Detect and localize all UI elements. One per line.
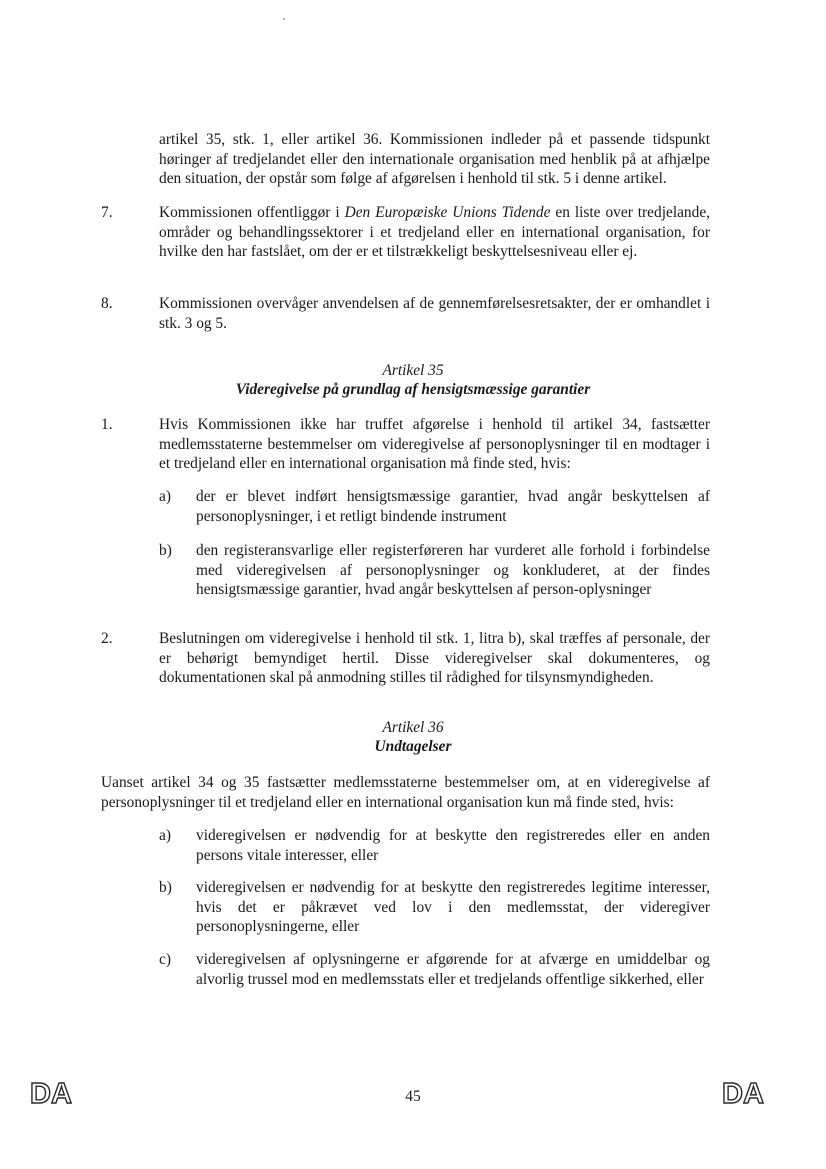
art36-point-c-text: videregivelsen af oplysningerne er afgørende for at afværge en umiddelbar og alvorlig trussel mod en medlemsstats eller et tredjelands offentlige sikkerhed, eller: [196, 951, 710, 988]
article-35-heading: Artikel 35: [382, 362, 444, 379]
art36-point-b-text: videregivelsen er nødvendig for at beskytte den registreredes legitime interesser, hvis det er påkrævet ved lov i den medlemsstat, der videregiver personoplysningerne, eller: [196, 879, 710, 935]
intro-paragraph: artikel 35, stk. 1, eller artikel 36. Kommissionen indleder på et passende tidspunkt høringer af tredjelandet eller den internationale organisation med henblik på at afhjælpe den situation, der opstår som følge af afgørelsen i henhold til stk. 5 i denne artikel.: [159, 131, 710, 187]
art35-para2-number: 2.: [101, 630, 113, 647]
art36-point-b-label: b): [159, 879, 172, 896]
art35-para2-text: Beslutningen om videregivelse i henhold til stk. 1, litra b), skal træffes af personale, der er behørigt bemyndiget hertil. Disse videregivelser skal dokumenteres, og dokumentationen skal på anmodning stilles til rådighed for tilsynsmyndigheden.: [159, 630, 710, 686]
item-7-number: 7.: [101, 204, 113, 221]
article-35-title: Videregivelse på grundlag af hensigtsmæssige garantier: [235, 381, 591, 398]
article-36-heading: Artikel 36: [382, 719, 444, 736]
item-8-number: 8.: [101, 295, 113, 312]
art35-point-a-text: der er blevet indført hensigtsmæssige garantier, hvad angår beskyttelsen af personoplysninger, i et retligt bindende instrument: [196, 488, 710, 525]
journal-title: Den Europæiske Unions Tidende: [344, 204, 551, 221]
language-code-right: DA: [722, 1078, 764, 1110]
art35-point-b-label: b): [159, 542, 172, 559]
art35-point-a-label: a): [159, 488, 171, 505]
language-code-left: DA: [30, 1078, 72, 1110]
scan-artifact: [283, 18, 285, 20]
art35-point-b-text: den registeransvarlige eller registerføreren har vurderet alle forhold i forbindelse med videregivelsen af personoplysninger og konkluderet, at der findes hensigtsmæssige garantier, hvad angår beskyttelsen af person-oplysninger: [196, 542, 710, 598]
item-8-text: Kommissionen overvåger anvendelsen af de gennemførelsesretsakter, der er omhandlet i stk. 3 og 5.: [159, 295, 710, 332]
page-number: 45: [405, 1088, 421, 1105]
art35-para1-text: Hvis Kommissionen ikke har truffet afgørelse i henhold til artikel 34, fastsætter medlemsstaterne bestemmelser om videregivelse af personoplysninger til en modtager i et tredjeland eller en international organisation må finde sted, hvis:: [159, 416, 710, 472]
art36-point-a-label: a): [159, 827, 171, 844]
art36-intro: Uanset artikel 34 og 35 fastsætter medlemsstaterne bestemmelser om, at en videregivelse af personoplysninger til et tredjeland eller en international organisation kun må finde sted, hvis:: [101, 774, 710, 811]
art36-point-a-text: videregivelsen er nødvendig for at beskytte den registreredes eller en anden persons vitale interesser, eller: [196, 827, 710, 864]
art36-point-c-label: c): [159, 951, 171, 968]
article-36-title: Undtagelser: [374, 738, 452, 755]
art35-para1-number: 1.: [101, 416, 113, 433]
item-7-text: Kommissionen offentliggør i Den Europæiske Unions Tidende en liste over tredjelande, områder og behandlingssektorer i et tredjeland eller en international organisation, for hvilke den har fastslået, om der er et tilstrækkeligt beskyttelsesniveau eller ej.: [159, 204, 710, 260]
